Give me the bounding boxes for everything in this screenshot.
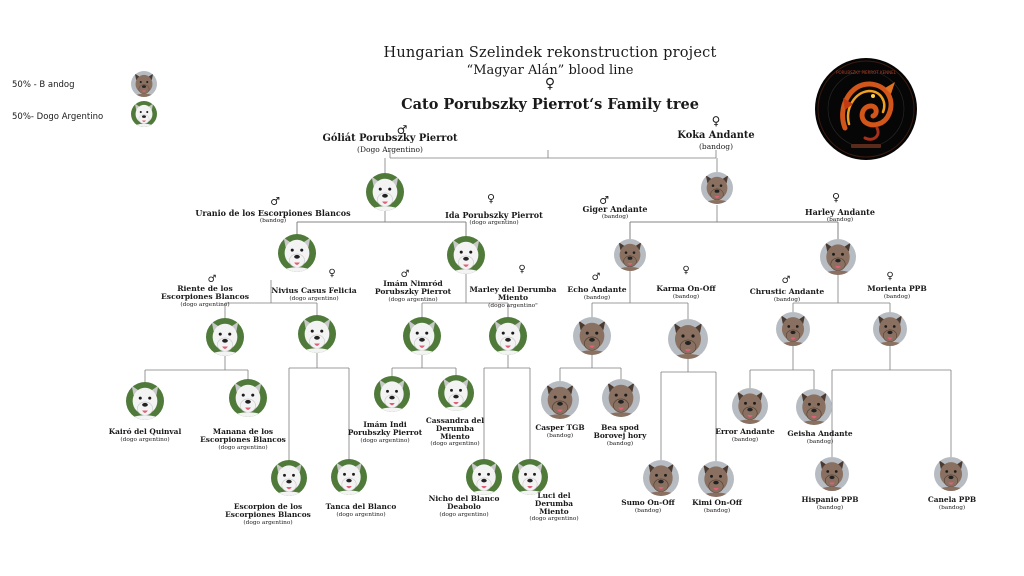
dog-breed-giger: (bandog) bbox=[601, 214, 629, 220]
dog-photo-escorpion bbox=[271, 460, 307, 496]
dog-breed-morienta: (bandog) bbox=[883, 294, 911, 300]
bloodline-subtitle: “Magyar Alán” blood line bbox=[466, 63, 634, 78]
dog-breed-manana: (dogo argentino) bbox=[218, 445, 268, 451]
dog-name-goliat: Góliát Porubszky Pierrot bbox=[322, 133, 458, 144]
dog-breed-goliat: (Dogo Argentino) bbox=[357, 145, 423, 154]
family-tree-title: Cato Porubszky Pierrot‘s Family tree bbox=[401, 96, 699, 113]
dog-photo-nivius bbox=[298, 315, 336, 353]
dog-photo-sumo bbox=[643, 460, 679, 496]
dog-photo-canela bbox=[934, 457, 968, 491]
dog-name-kimi: Kimi On-Off bbox=[692, 498, 742, 507]
legend-bandog-label: 50% - B andog bbox=[12, 80, 75, 90]
dog-name-escorpion: Escorpion de los Escorpiones Blancos bbox=[225, 502, 311, 519]
dog-name-tanca: Tanca del Blanco bbox=[325, 502, 397, 511]
female-symbol-icon: ♀ bbox=[831, 191, 841, 204]
dog-name-echo: Echo Andante bbox=[567, 285, 627, 294]
dog-name-imam-indi: Imám Indi Porubszky Pierrot bbox=[347, 420, 423, 437]
dog-name-nivius: Nivius Casus Felicia bbox=[271, 286, 357, 295]
dog-photo-geisha bbox=[796, 389, 832, 425]
dog-name-manana: Manana de los Escorpiones Blancos bbox=[200, 427, 286, 444]
dog-photo-echo bbox=[573, 317, 611, 355]
logo-text: PORUBSZKY PIERROT KENNEL bbox=[836, 70, 896, 75]
dog-breed-riente: (dogo argentino) bbox=[180, 302, 230, 308]
dog-name-marley: Marley del Derumba Miento bbox=[469, 285, 557, 302]
dog-breed-imam-indi: (dogo argentino) bbox=[360, 438, 410, 444]
dog-photo-kairo bbox=[126, 382, 164, 420]
female-symbol-icon: ♀ bbox=[518, 264, 526, 275]
dog-breed-sumo: (bandog) bbox=[634, 508, 662, 514]
dog-name-nicho: Nicho del Blanco Deabolo bbox=[428, 494, 500, 511]
male-symbol-icon: ♂ bbox=[207, 274, 217, 285]
dog-photo-error bbox=[732, 388, 768, 424]
dog-name-geisha: Geisha Andante bbox=[787, 429, 853, 438]
male-symbol-icon: ♂ bbox=[599, 194, 609, 207]
dog-name-harley: Harley Andante bbox=[805, 207, 875, 217]
dog-photo-morienta bbox=[873, 312, 907, 346]
dog-name-cassandra: Cassandra del Derumba Miento bbox=[425, 416, 485, 441]
dog-name-sumo: Sumo On-Off bbox=[621, 498, 675, 507]
dog-breed-geisha: (bandog) bbox=[806, 439, 834, 445]
dog-breed-ida: (dogo argentino) bbox=[469, 220, 519, 226]
dog-photo-manana bbox=[229, 379, 267, 417]
dog-breed-luci: (dogo argentino) bbox=[529, 516, 579, 522]
dog-breed-marley: (dogo argentino" bbox=[488, 303, 538, 309]
dog-breed-escorpion: (dogo argentino) bbox=[243, 520, 293, 526]
dog-name-uranio: Uranio de los Escorpiones Blancos bbox=[195, 208, 351, 218]
dog-breed-kairo: (dogo argentino) bbox=[120, 437, 170, 443]
dog-photo-ida bbox=[447, 236, 485, 274]
dog-name-canela: Canela PPB bbox=[927, 495, 977, 504]
dog-photo-nicho bbox=[466, 459, 502, 495]
dog-breed-koka: (bandog) bbox=[698, 142, 734, 151]
dog-breed-nicho: (dogo argentino) bbox=[439, 512, 489, 518]
male-symbol-icon: ♂ bbox=[781, 275, 791, 286]
legend-dogo-label: 50%- Dogo Argentino bbox=[12, 112, 104, 122]
female-symbol-icon: ♀ bbox=[328, 268, 336, 279]
project-title: Hungarian Szelindek rekonstruction project bbox=[383, 45, 717, 61]
dog-breed-chrustic: (bandog) bbox=[773, 297, 801, 303]
dog-breed-error: (bandog) bbox=[731, 437, 759, 443]
dog-name-bea: Bea spod Borovej hory bbox=[593, 423, 647, 440]
dog-breed-karma: (bandog) bbox=[672, 294, 700, 300]
female-symbol-icon: ♀ bbox=[711, 114, 721, 128]
dog-breed-imam-nimrod: (dogo argentino) bbox=[388, 297, 438, 303]
dog-name-riente: Riente de los Escorpiones Blancos bbox=[161, 284, 249, 301]
dog-breed-canela: (bandog) bbox=[938, 505, 966, 511]
female-symbol-icon: ♀ bbox=[682, 265, 690, 276]
dog-photo-hispanio bbox=[815, 457, 849, 491]
dog-breed-bea: (bandog) bbox=[606, 441, 634, 447]
dog-breed-cassandra: (dogo argentino) bbox=[430, 441, 480, 447]
dog-photo-tanca bbox=[331, 459, 367, 495]
female-symbol-icon: ♀ bbox=[886, 271, 894, 282]
dog-photo-luci bbox=[512, 459, 548, 495]
dog-breed-uranio: (bandog) bbox=[259, 218, 287, 224]
dog-photo-harley bbox=[820, 239, 856, 275]
dog-breed-casper: (bandog) bbox=[546, 433, 574, 439]
dog-photo-imam-indi bbox=[374, 376, 410, 412]
dog-photo-casper bbox=[541, 381, 579, 419]
dog-photo-giger bbox=[614, 239, 646, 271]
dog-breed-hispanio: (bandog) bbox=[816, 505, 844, 511]
dog-name-giger: Giger Andante bbox=[582, 204, 648, 214]
female-symbol-icon: ♀ bbox=[544, 76, 556, 92]
male-symbol-icon: ♂ bbox=[270, 195, 280, 208]
dog-breed-kimi: (bandog) bbox=[703, 508, 731, 514]
male-symbol-icon: ♂ bbox=[591, 272, 601, 283]
dog-name-imam-nimrod: Imám Nimród Porubszky Pierrot bbox=[374, 279, 452, 296]
dog-breed-tanca: (dogo argentino) bbox=[336, 512, 386, 518]
dog-breed-harley: (bandog) bbox=[826, 217, 854, 223]
dog-photo-kimi bbox=[698, 461, 734, 497]
dog-breed-nivius: (dogo argentino) bbox=[289, 296, 339, 302]
male-symbol-icon: ♂ bbox=[400, 269, 410, 280]
dog-name-morienta: Morienta PPB bbox=[867, 284, 927, 293]
dog-photo-riente bbox=[206, 318, 244, 356]
female-symbol-icon: ♀ bbox=[486, 192, 496, 205]
dog-name-hispanio: Hispanio PPB bbox=[801, 495, 859, 504]
dog-photo-chrustic bbox=[776, 312, 810, 346]
dog-name-koka: Koka Andante bbox=[677, 130, 755, 141]
dog-photo-uranio bbox=[278, 234, 316, 272]
dog-name-chrustic: Chrustic Andante bbox=[749, 287, 825, 296]
dog-name-ida: Ida Porubszky Pierrot bbox=[445, 210, 543, 220]
dog-name-error: Error Andante bbox=[715, 427, 775, 436]
dog-photo-marley bbox=[489, 317, 527, 355]
dog-photo-koka bbox=[701, 172, 733, 204]
male-symbol-icon: ♂ bbox=[396, 123, 408, 137]
dog-name-casper: Casper TGB bbox=[535, 423, 585, 432]
dog-photo-bea bbox=[602, 379, 640, 417]
dog-photo-goliat bbox=[366, 173, 404, 211]
dog-name-karma: Karma On-Off bbox=[656, 284, 716, 293]
dog-name-luci: Luci del Derumba Miento bbox=[534, 491, 574, 516]
dog-photo-imam-nimrod bbox=[403, 317, 441, 355]
dog-breed-echo: (bandog) bbox=[583, 295, 611, 301]
dog-photo-karma bbox=[668, 319, 708, 359]
dog-photo-cassandra bbox=[438, 375, 474, 411]
dog-name-kairo: Kairó del Quinval bbox=[108, 427, 182, 436]
